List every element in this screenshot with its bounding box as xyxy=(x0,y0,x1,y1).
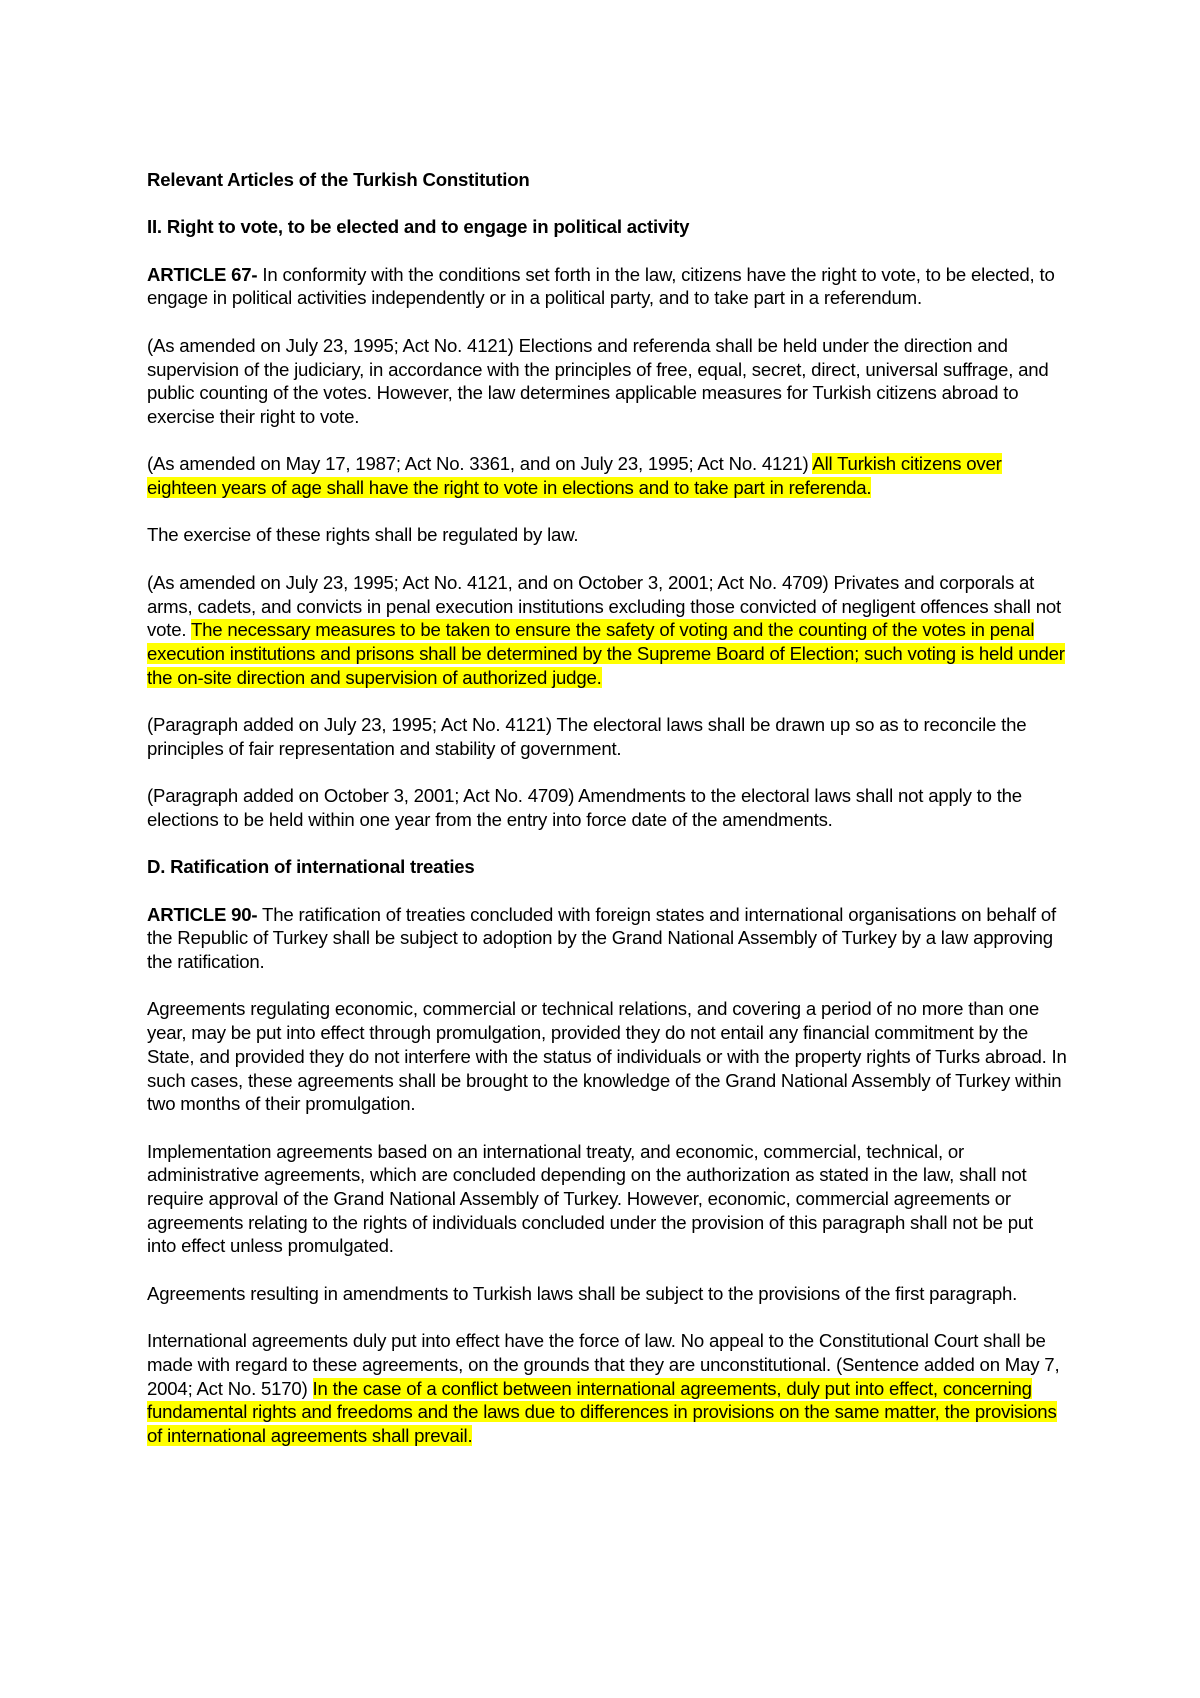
article-67-paragraph-3 xyxy=(147,452,1067,499)
paragraph-5-text: International agreements duly put into effect have the force of law. No appeal to the Constitutional Court shall be made with regard to these agreements, on the grounds that they are unconstitutional. (Sentence added on May 7, 2004; Act No. 5170) xyxy=(147,1330,1060,1399)
article-90-text: The ratification of treaties concluded with foreign states and international organisations on behalf of the Republic of Turkey shall be subject to adoption by the Grand National Assembly of Turkey by a law approving the ratification. xyxy=(147,903,1056,973)
highlighted-text: The necessary measures to be taken to ensure the safety of voting and the counting of the votes in penal execution institutions and prisons shall be determined by the Supreme Board of Election; such voting is held under the on-site direction and supervision of authorized judge. xyxy=(147,619,1065,688)
section-d-heading: D. Ratification of international treaties xyxy=(147,856,475,878)
article-90-label: ARTICLE 90- xyxy=(147,903,258,925)
article-90-paragraph xyxy=(147,903,1067,974)
article-67-text: In conformity with the conditions set forth in the law, citizens have the right to vote, to be elected, to engage in political activities independently or in a political party, and to take part in a referendum. xyxy=(147,263,1055,309)
document-title: Relevant Articles of the Turkish Constitution xyxy=(147,169,530,190)
highlighted-text: All Turkish citizens over eighteen years of age shall have the right to vote in elections and to take part in referenda. xyxy=(147,453,1002,499)
article-67-paragraph-4: The exercise of these rights shall be regulated by law. xyxy=(147,524,579,546)
article-67-label: ARTICLE 67- xyxy=(147,263,258,285)
article-90-paragraph-2: Agreements regulating economic, commercial or technical relations, and covering a period of no more than one year, may be put into effect through promulgation, provided they do not entail any financial commitment by the State, and provided they do not interfere with the status of individuals or with the property rights of Turks abroad. In such cases, these agreements shall be brought to the knowledge of the Grand National Assembly of Turkey within two months of their promulgation. xyxy=(147,998,1067,1115)
paragraph-3-text: (As amended on May 17, 1987; Act No. 3361, and on July 23, 1995; Act No. 4121) xyxy=(147,453,813,475)
highlighted-text: In the case of a conflict between international agreements, duly put into effect, concerning fundamental rights and freedoms and the laws due to differences in provisions on the same matter, the provisions of international agreements shall prevail. xyxy=(147,1377,1057,1447)
article-67-paragraph xyxy=(147,263,1067,310)
article-90-paragraph-3: Implementation agreements based on an international treaty, and economic, commercial, technical, or administrative agreements, which are concluded depending on the authorization as stated in the law, shall not require approval of the Grand National Assembly of Turkey. However, economic, commercial agreements or agreements relating to the rights of individuals concluded under the provision of this paragraph shall not be put into effect unless promulgated. xyxy=(147,1140,1033,1257)
paragraph-5-text: (As amended on July 23, 1995; Act No. 4121, and on October 3, 2001; Act No. 4709) Privates and corporals at arms, cadets, and convicts in penal execution institutions excluding those convicted of negligent offences shall not vote. xyxy=(147,571,1061,641)
article-67-paragraph-2: (As amended on July 23, 1995; Act No. 4121) Elections and referenda shall be held under the direction and supervision of the judiciary, in accordance with the principles of free, equal, secret, direct, universal suffrage, and public counting of the votes. However, the law determines applicable measures for Turkish citizens abroad to exercise their right to vote. xyxy=(147,334,1049,427)
article-67-paragraph-7: (Paragraph added on October 3, 2001; Act No. 4709) Amendments to the electoral laws shall not apply to the elections to be held within one year from the entry into force date of the amendments. xyxy=(147,785,1022,830)
article-90-paragraph-4: Agreements resulting in amendments to Turkish laws shall be subject to the provisions of the first paragraph. xyxy=(147,1282,1018,1304)
article-67-paragraph-5 xyxy=(147,571,1067,690)
document-page xyxy=(147,168,1067,1471)
section-ii-heading: II. Right to vote, to be elected and to engage in political activity xyxy=(147,216,690,238)
article-90-paragraph-5 xyxy=(147,1329,1067,1448)
article-67-paragraph-6: (Paragraph added on July 23, 1995; Act No. 4121) The electoral laws shall be drawn up so as to reconcile the principles of fair representation and stability of government. xyxy=(147,714,1027,759)
